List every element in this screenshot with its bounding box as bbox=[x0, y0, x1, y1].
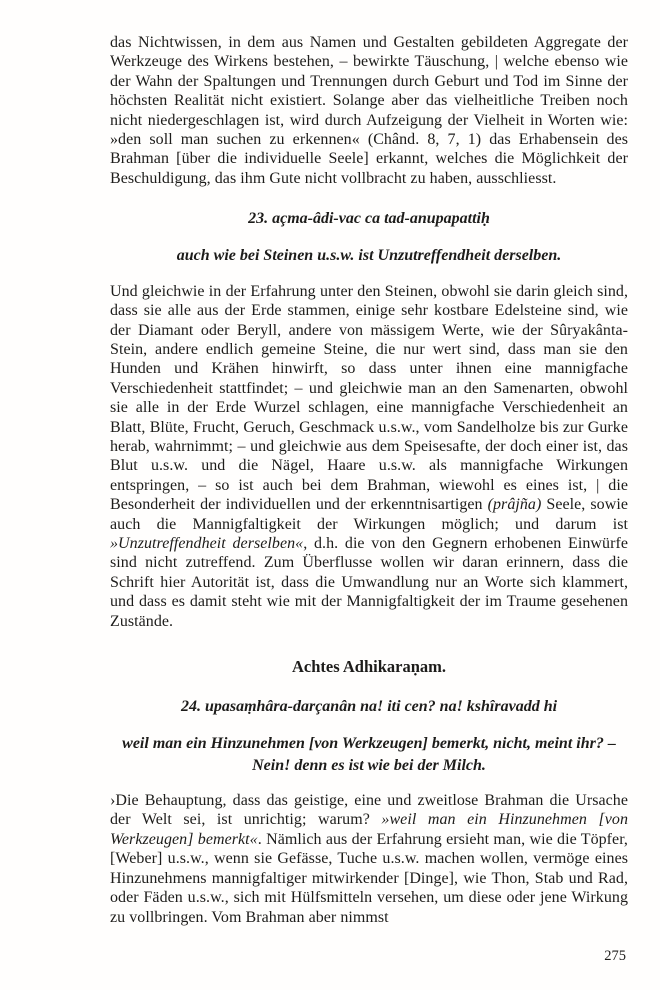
adhikaranam-heading: Achtes Adhikaraṇam. bbox=[291, 657, 447, 677]
paragraph-commentary-sutra-24 bbox=[110, 791, 628, 927]
inline-sutra-quote: »weil man ein Hinzunehmen [von Werkzeugen] bemerkt« bbox=[110, 811, 628, 848]
page-number: 275 bbox=[604, 948, 626, 964]
inline-sutra-quote: »Unzutreffendheit derselben« bbox=[110, 535, 304, 553]
text-column bbox=[110, 33, 628, 927]
text-segment: , d.h. die von den Gegnern erhobenen Einwürfe sind nicht zutreffend. Zum Überflusse wollen wir daran erinnern, dass die Schrift hier Autorität ist, dass die Umwandlung nur an Worte sich klammert, und dass es damit steht wie mit der Mannigfaltigkeit der im Traume gesehenen Zustände. bbox=[110, 535, 628, 630]
text-segment: . Nämlich aus der Erfahrung ersieht man, wie die Töpfer, [Weber] u.s.w., wenn sie Gefässe, Tuche u.s.w. machen wollen, vermöge eines Hinzunehmens mannigfaltiger mitwirkender [Dinge], wie Thon, Stab und Rad, oder Fäden u.s.w., sich mit Hülfsmitteln versehen, um diese oder jene Wirkung zu vollbringen. Vom Brahman aber nimmst bbox=[110, 830, 628, 926]
text-segment: Seele, sowie auch die Mannigfaltigkeit der Wirkungen möglich; und darum ist bbox=[110, 496, 628, 533]
text-segment: ›Die Behauptung, dass das geistige, eine und zweitlose Brahman die Ursache der Welt sei, ist unrichtig; warum? bbox=[110, 792, 628, 829]
inline-term-prajna: (prâjña) bbox=[487, 496, 542, 514]
sutra-23-translation: auch wie bei Steinen u.s.w. ist Unzutreffendheit derselben. bbox=[176, 247, 562, 265]
sutra-24-translation: weil man ein Hinzunehmen [von Werkzeugen] bemerkt, nicht, meint ihr? – Nein! denn es ist wie bei der Milch. bbox=[122, 735, 616, 774]
sutra-23-heading: 23. açma-âdi-vac ca tad-anupapattiḥ bbox=[248, 210, 490, 228]
sutra-24-heading: 24. upasaṃhâra-darçanân na! iti cen? na! kshîravadd hi bbox=[180, 698, 558, 716]
paragraph-commentary-sutra-23 bbox=[110, 282, 628, 631]
text-segment: Und gleichwie in der Erfahrung unter den Steinen, obwohl sie darin gleich sind, dass sie alle aus der Erde stammen, einige sehr kostbare Edelsteine sind, wie der Diamant oder Beryll, andere von mässigem Werte, wie der Sûryakânta-Stein, andere endlich gemeine Steine, die nur wert sind, dass man sie den Hunden und Krähen hinwirft, so dass unter ihnen eine mannigfache Verschiedenheit stattfindet; – und gleichwie man an den Samenarten, obwohl sie alle in der Erde Wurzel schlagen, eine mannigfache Verschiedenheit an Blatt, Blüte, Frucht, Geruch, Geschmack u.s.w., vom Sandelholze bis zur Gurke herab, wahrnimmt; – und gleichwie aus dem Speisesafte, der doch einer ist, das Blut u.s.w. und die Nägel, Haare u.s.w. als mannigfache Wirkungen entspringen, – so ist auch bei dem Brahman, wiewohl es eines ist, | die Besonderheit der individuellen und der erkenntnisartigen bbox=[110, 282, 628, 514]
paragraph-continuation: das Nichtwissen, in dem aus Namen und Gestalten gebildeten Aggregate der Werkzeuge des Wirkens bestehen, – bewirkte Täuschung, | welche ebenso wie der Wahn der Spaltungen und Trennungen durch Geburt und Tod im Sinne der höchsten Realität nicht existiert. Solange aber das vielheitliche Treiben noch nicht niedergeschlagen ist, wird durch Aufzeigung der Vielheit in Worten wie: »den soll man suchen zu erkennen« (Chând. 8, 7, 1) das Erhabensein des Brahman [über die individuelle Seele] erkannt, welches die Möglichkeit der Beschuldigung, das ihm Gute nicht vollbracht zu haben, ausschliesst. bbox=[110, 34, 628, 187]
